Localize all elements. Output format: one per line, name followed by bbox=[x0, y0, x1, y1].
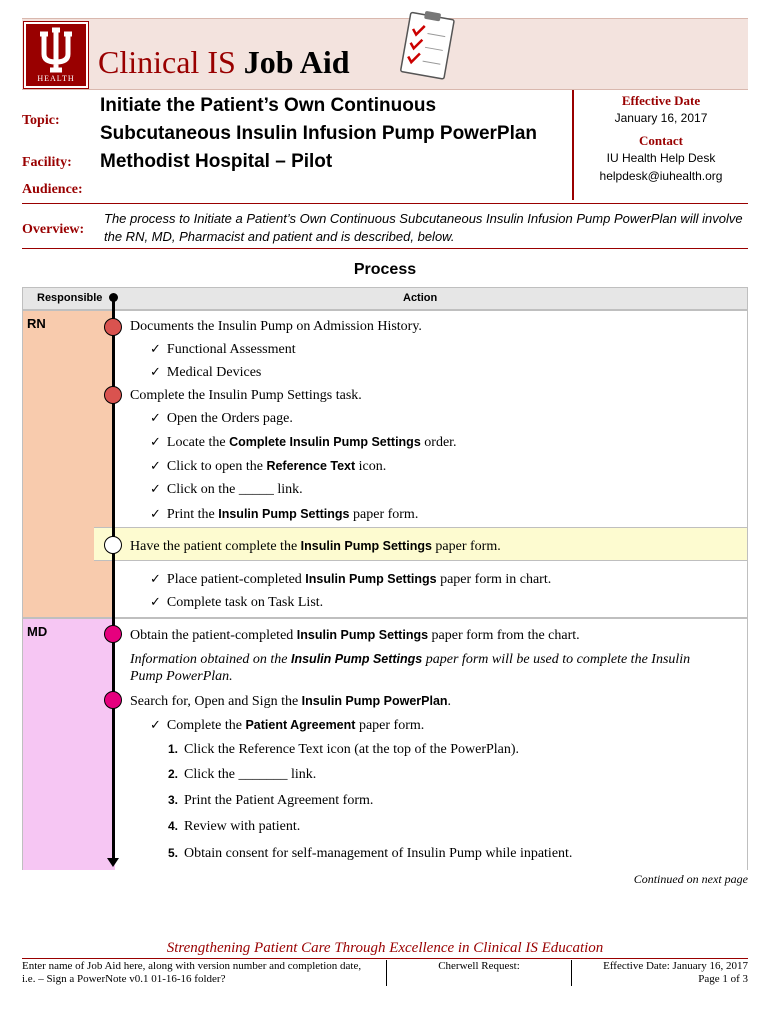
check-item: ✓ Functional Assessment bbox=[150, 342, 296, 357]
trident-icon bbox=[26, 24, 86, 76]
column-responsible: Responsible bbox=[37, 292, 103, 304]
check-item: ✓ Print the Insulin Pump Settings paper form. bbox=[150, 507, 419, 522]
footer-effective-date: Effective Date: January 16, 2017 Page 1 of 3 bbox=[574, 960, 748, 986]
facility-value: Methodist Hospital – Pilot bbox=[100, 151, 333, 172]
check-item: ✓ Complete the Patient Agreement paper form. bbox=[150, 718, 425, 733]
role-rn: RN bbox=[27, 316, 46, 331]
checkmark-icon: ✓ bbox=[150, 482, 161, 497]
footer-slogan: Strengthening Patient Care Through Excellence in Clinical IS Education bbox=[166, 940, 604, 956]
checkmark-icon: ✓ bbox=[150, 572, 161, 587]
checkmark-icon: ✓ bbox=[150, 718, 161, 733]
numbered-item: 5. Obtain consent for self-management of Insulin Pump while inpatient. bbox=[168, 846, 573, 861]
effective-date-value: January 16, 2017 bbox=[614, 111, 708, 125]
contact-label: Contact bbox=[638, 133, 684, 148]
step-node bbox=[104, 318, 122, 336]
topic-value bbox=[100, 92, 537, 148]
rn-step-2: Complete the Insulin Pump Settings task. bbox=[130, 388, 362, 403]
page-number: Page 1 of 3 bbox=[698, 973, 748, 985]
topic-label: Topic: bbox=[22, 113, 60, 128]
contact-line-1: IU Health Help Desk bbox=[606, 151, 716, 165]
effective-contact-panel bbox=[572, 90, 748, 200]
process-title: Process bbox=[353, 261, 417, 278]
check-item: ✓ Click on the _____ link. bbox=[150, 482, 303, 497]
rn-step-1: Documents the Insulin Pump on Admission History. bbox=[130, 319, 422, 334]
md-info-note: Information obtained on the Insulin Pump Settings paper form will be used to complete the Insulin bbox=[130, 652, 691, 667]
md-step-1: Obtain the patient-completed Insulin Pump Settings paper form from the chart. bbox=[130, 628, 580, 643]
numbered-item: 2. Click the _______ link. bbox=[168, 767, 317, 782]
audience-label: Audience: bbox=[22, 182, 83, 197]
timeline-line bbox=[112, 298, 115, 862]
divider bbox=[22, 248, 748, 249]
timeline-start-dot bbox=[109, 293, 118, 302]
checkmark-icon: ✓ bbox=[150, 459, 161, 474]
numbered-item: 4. Review with patient. bbox=[168, 819, 301, 834]
facility-label: Facility: bbox=[22, 155, 72, 170]
step-node bbox=[104, 691, 122, 709]
clipboard-checklist-icon bbox=[397, 8, 461, 86]
iu-health-logo bbox=[24, 22, 88, 88]
check-item: ✓ Medical Devices bbox=[150, 365, 262, 380]
md-band bbox=[23, 619, 115, 870]
footer-jobaid-name: Enter name of Job Aid here, along with version number and completion date, i.e. – Sign a PowerNote v0.1 01-16-16 folder? bbox=[22, 960, 362, 985]
rn-band bbox=[23, 311, 115, 617]
page-title bbox=[98, 42, 350, 82]
checkmark-icon: ✓ bbox=[150, 365, 161, 380]
check-item: ✓ Locate the Complete Insulin Pump Settings order. bbox=[150, 435, 457, 450]
checkmark-icon: ✓ bbox=[150, 595, 161, 610]
checkmark-icon: ✓ bbox=[150, 342, 161, 357]
checkmark-icon: ✓ bbox=[150, 435, 161, 450]
column-action: Action bbox=[403, 292, 438, 304]
check-item: ✓ Click to open the Reference Text icon. bbox=[150, 459, 387, 474]
step-node bbox=[104, 386, 122, 404]
md-info-note-line-2: Pump PowerPlan. bbox=[130, 669, 233, 684]
step-node bbox=[104, 625, 122, 643]
title-prefix: Clinical IS bbox=[98, 44, 236, 80]
timeline-arrow-icon bbox=[107, 858, 119, 867]
logo-text: HEALTH bbox=[37, 74, 75, 83]
footer-cherwell-request: Cherwell Request: bbox=[386, 960, 572, 986]
md-step-2: Search for, Open and Sign the Insulin Pump PowerPlan. bbox=[130, 694, 452, 709]
process-column-header bbox=[22, 287, 748, 310]
topic-line-2: Subcutaneous Insulin Infusion Pump PowerPlan bbox=[100, 123, 538, 144]
step-node bbox=[104, 536, 122, 554]
numbered-item: 3. Print the Patient Agreement form. bbox=[168, 793, 374, 808]
rn-step-3: Have the patient complete the Insulin Pump Settings paper form. bbox=[130, 539, 501, 554]
checkmark-icon: ✓ bbox=[150, 507, 161, 522]
numbered-item: 1. Click the Reference Text icon (at the top of the PowerPlan). bbox=[168, 742, 520, 757]
check-item: ✓ Complete task on Task List. bbox=[150, 595, 324, 610]
divider bbox=[22, 203, 748, 204]
check-item: ✓ Open the Orders page. bbox=[150, 411, 293, 426]
checkmark-icon: ✓ bbox=[150, 411, 161, 426]
continued-note: Continued on next page bbox=[633, 872, 748, 886]
overview-label: Overview: bbox=[22, 222, 85, 237]
footer-divider bbox=[22, 958, 748, 959]
contact-email: helpdesk@iuhealth.org bbox=[599, 169, 723, 183]
title-bold: Job Aid bbox=[243, 44, 350, 80]
topic-line-1: Initiate the Patient’s Own Continuous bbox=[100, 95, 437, 116]
overview-text: The process to Initiate a Patient’s Own Continuous Subcutaneous Insulin Infusion Pump PowerPlan will involve the RN, MD, Pharmacist and patient and is described, below. bbox=[104, 211, 743, 244]
effective-date-label: Effective Date bbox=[621, 93, 701, 108]
role-md: MD bbox=[27, 624, 48, 639]
check-item: ✓ Place patient-completed Insulin Pump Settings paper form in chart. bbox=[150, 572, 552, 587]
